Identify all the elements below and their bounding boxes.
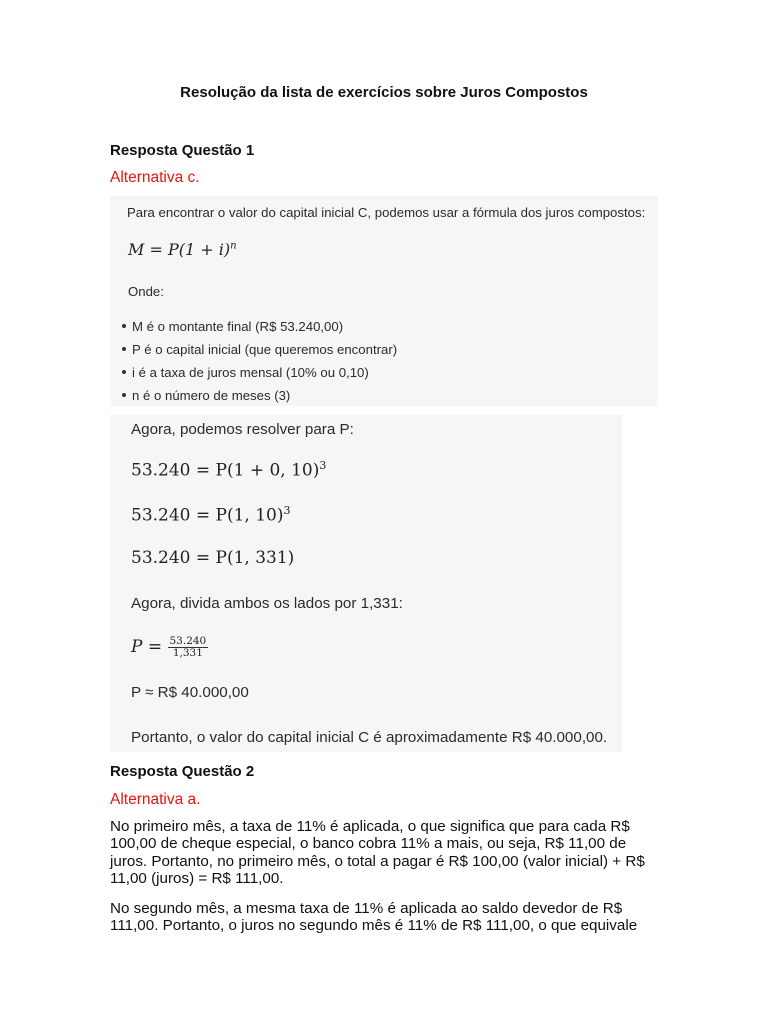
question-1-heading: Resposta Questão 1 (110, 142, 255, 159)
list-item (110, 342, 658, 365)
paragraph-line: juros. Portanto, no primeiro mês, o total a pagar é R$ 100,00 (valor inicial) + R$ (110, 852, 645, 870)
formula-equals: = (149, 240, 163, 259)
question-2-heading: Resposta Questão 2 (110, 763, 255, 780)
fraction-numerator: 53.240 (169, 635, 207, 647)
formula-intro-text: Para encontrar o valor do capital inicial C, podemos usar a fórmula dos juros compostos: (127, 205, 646, 220)
equation-step-3 (131, 548, 294, 568)
formula-lhs: M (128, 240, 145, 259)
fraction (168, 636, 209, 659)
compound-interest-formula (128, 240, 237, 259)
formula-rhs: P(1 + i) (167, 240, 231, 259)
divide-instruction-text: Agora, divida ambos os lados por 1,331: (131, 595, 403, 612)
bullet-icon (122, 324, 126, 328)
equation-step-1 (131, 459, 326, 481)
paragraph-line: No primeiro mês, a taxa de 11% é aplicada, o que significa que para cada R$ (110, 818, 630, 835)
variable-p-text: P é o capital inicial (que queremos encontrar) (132, 342, 398, 357)
onde-label: Onde: (128, 284, 164, 299)
document-title: Resolução da lista de exercícios sobre Juros Compostos (180, 84, 588, 101)
approximate-result: P ≈ R$ 40.000,00 (131, 684, 249, 701)
list-item (110, 388, 658, 411)
equation-step-2-exp: 3 (283, 504, 291, 517)
paragraph-line: 100,00 de cheque especial, o banco cobra 11% a mais, ou seja, R$ 11,00 de (110, 835, 627, 853)
question-2-paragraph-2 (110, 900, 658, 935)
paragraph-line: 11,00 (juros) = R$ 111,00. (110, 870, 284, 888)
resolve-intro-text: Agora, podemos resolver para P: (131, 421, 354, 438)
equation-step-1-base: 53.240 = P(1 + 0, 10) (131, 460, 320, 481)
fraction-equation (131, 636, 208, 659)
variables-list (110, 319, 658, 411)
conclusion-text: Portanto, o valor do capital inicial C é aproximadamente R$ 40.000,00. (131, 729, 608, 746)
equation-step-2-base: 53.240 = P(1, 10) (131, 505, 284, 526)
equation-step-1-exp: 3 (319, 459, 327, 472)
list-item (110, 365, 658, 388)
variable-m-text: M é o montante final (R$ 53.240,00) (132, 319, 344, 334)
paragraph-line: 111,00. Portanto, o juros no segundo mês é 11% de R$ 111,00, o que equivale (110, 917, 638, 935)
paragraph-line: No segundo mês, a mesma taxa de 11% é aplicada ao saldo devedor de R$ (110, 900, 623, 917)
list-item (110, 319, 658, 342)
formula-exponent: n (230, 240, 237, 252)
variable-n-text: n é o número de meses (3) (132, 388, 291, 403)
question-1-alternative: Alternativa c. (110, 169, 200, 186)
equation-step-2 (131, 504, 291, 526)
variable-i-text: i é a taxa de juros mensal (10% ou 0,10) (132, 365, 369, 380)
fraction-denominator: 1,331 (172, 647, 203, 659)
question-2-paragraph-1 (110, 818, 658, 888)
equation-step-3-base: 53.240 = P(1, 331) (131, 548, 295, 568)
question-2-alternative: Alternativa a. (110, 791, 201, 808)
bullet-icon (122, 393, 126, 397)
fraction-lhs: P = (131, 637, 163, 657)
bullet-icon (122, 347, 126, 351)
bullet-icon (122, 370, 126, 374)
